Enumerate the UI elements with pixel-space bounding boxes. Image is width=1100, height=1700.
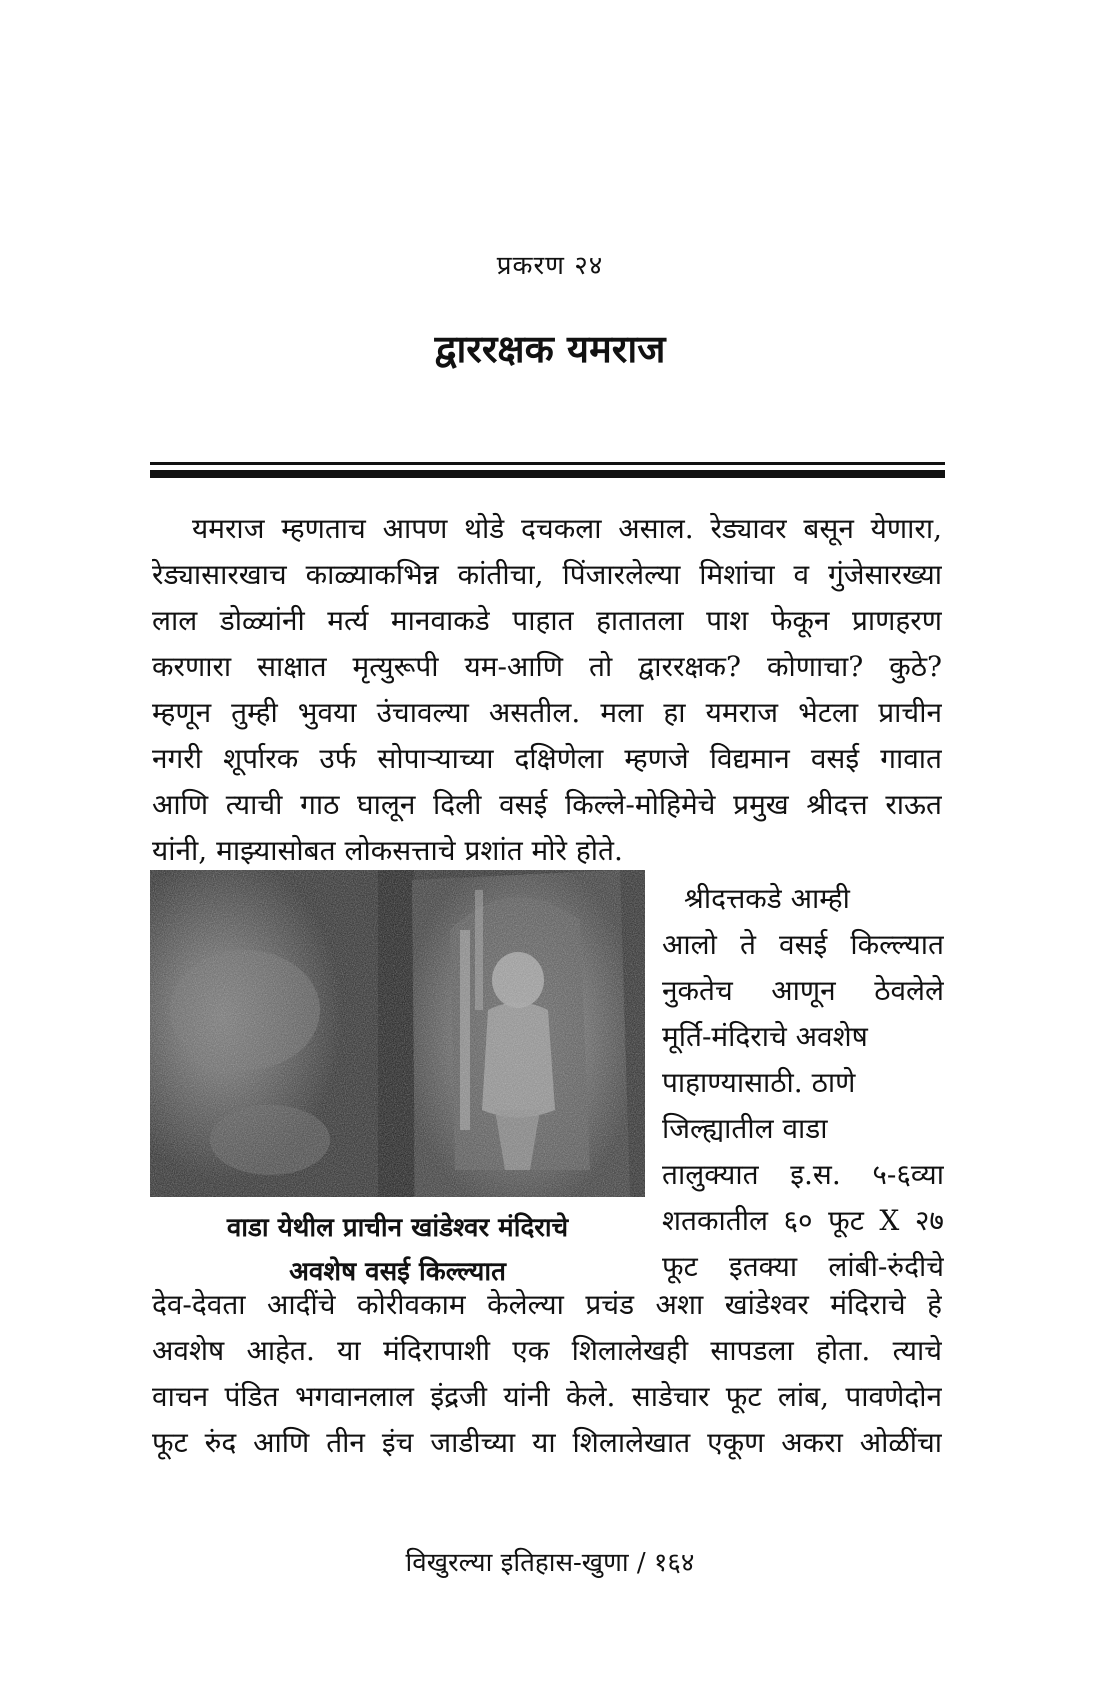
paragraph-line: वाचन पंडित भगवानलाल इंद्रजी यांनी केले. साडेचार फूट लांब, पावणेदोन bbox=[152, 1380, 942, 1413]
side-line: जिल्ह्यातील वाडा bbox=[662, 1112, 828, 1145]
side-line: पाहाण्यासाठी. ठाणे bbox=[662, 1066, 856, 1099]
side-line: तालुक्यात इ.स. ५-६व्या bbox=[662, 1158, 944, 1191]
side-line: फूट इतक्या लांबी-रुंदीचे bbox=[662, 1250, 944, 1283]
paragraph-line: फूट रुंद आणि तीन इंच जाडीच्या या शिलालेखात एकूण अकरा ओळींचा bbox=[152, 1426, 942, 1459]
side-line: नुकतेच आणून ठेवलेले bbox=[662, 974, 944, 1007]
paragraph-line: आणि त्याची गाठ घालून दिली वसई किल्ले-मोहिमेचे प्रमुख श्रीदत्त राऊत bbox=[152, 788, 942, 821]
caption-line: वाडा येथील प्राचीन खांडेश्वर मंदिराचे bbox=[226, 1213, 569, 1243]
body-paragraph-1 bbox=[152, 506, 942, 874]
title-rule-thick bbox=[150, 470, 945, 478]
side-column-text bbox=[662, 876, 944, 1290]
caption-line: अवशेष वसई किल्ल्यात bbox=[289, 1257, 506, 1287]
chapter-label: प्रकरण २४ bbox=[496, 251, 604, 281]
paragraph-line: यांनी, माझ्यासोबत लोकसत्ताचे प्रशांत मोरे होते. bbox=[152, 834, 623, 867]
page-footer: विखुरल्या इतिहास-खुणा / १६४ bbox=[405, 1548, 695, 1578]
body-paragraph-2 bbox=[152, 1282, 942, 1466]
paragraph-line: नगरी शूर्पारक उर्फ सोपाऱ्याच्या दक्षिणेला म्हणजे विद्यमान वसई गावात bbox=[152, 742, 942, 775]
paragraph-line: अवशेष आहेत. या मंदिरापाशी एक शिलालेखही सापडला होता. त्याचे bbox=[152, 1334, 942, 1367]
side-line: श्रीदत्तकडे आम्ही bbox=[684, 882, 850, 915]
paragraph-line: लाल डोळ्यांनी मर्त्य मानवाकडे पाहात हातातला पाश फेकून प्राणहरण bbox=[152, 604, 942, 637]
paragraph-line: म्हणून तुम्ही भुवया उंचावल्या असतील. मला हा यमराज भेटला प्राचीन bbox=[152, 696, 942, 729]
paragraph-line: करणारा साक्षात मृत्युरूपी यम-आणि तो द्वाररक्षक? कोणाचा? कुठे? bbox=[152, 650, 942, 683]
title-rule-thin bbox=[150, 462, 945, 465]
temple-ruins-photo bbox=[150, 870, 645, 1197]
chapter-title: द्वाररक्षक यमराज bbox=[434, 326, 666, 371]
paragraph-line: रेड्यासारखाच काळ्याकभिन्न कांतीचा, पिंजारलेल्या मिशांचा व गुंजेसारख्या bbox=[152, 558, 942, 591]
side-line: मूर्ति-मंदिराचे अवशेष bbox=[662, 1020, 868, 1053]
side-line: शतकातील ६० फूट X २७ bbox=[662, 1204, 944, 1237]
photo-caption bbox=[150, 1206, 645, 1294]
side-line: आलो ते वसई किल्ल्यात bbox=[662, 928, 944, 961]
paragraph-line: देव-देवता आदींचे कोरीवकाम केलेल्या प्रचंड अशा खांडेश्वर मंदिराचे हे bbox=[152, 1288, 942, 1321]
paragraph-line: यमराज म्हणताच आपण थोडे दचकला असाल. रेड्यावर बसून येणारा, bbox=[192, 512, 942, 545]
